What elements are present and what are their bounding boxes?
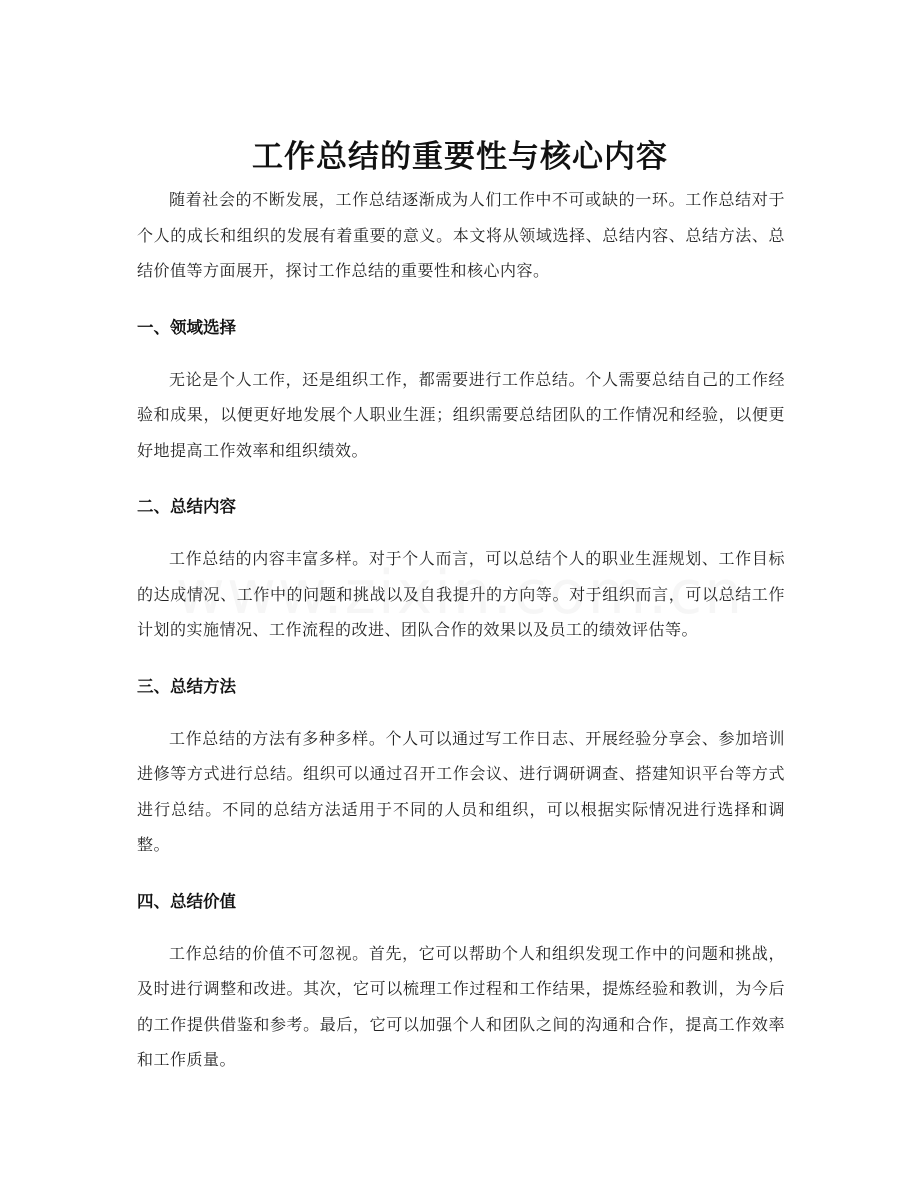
section-paragraph: 工作总结的内容丰富多样。对于个人而言，可以总结个人的职业生涯规划、工作目标的达成情况、工作中的问题和挑战以及自我提升的方向等。对于组织而言，可以总结工作计划的实施情况、工作流程的改进、团队合作的效果以及员工的绩效评估等。 (137, 549, 785, 639)
section-heading: 四、总结价值 (137, 891, 236, 911)
section-domain-selection (137, 316, 785, 496)
section-paragraph: 工作总结的价值不可忽视。首先，它可以帮助个人和组织发现工作中的问题和挑战，及时进行调整和改进。其次，它可以梳理工作过程和工作结果，提炼经验和教训，为今后的工作提供借鉴和参考。最后，它可以加强个人和团队之间的沟通和合作，提高工作效率和工作质量。 (137, 943, 785, 1069)
document-body (137, 182, 785, 1078)
section-summary-value (137, 890, 785, 1078)
section-paragraph: 工作总结的方法有多种多样。个人可以通过写工作日志、开展经验分享会、参加培训进修等方式进行总结。组织可以通过召开工作会议、进行调研调查、搭建知识平台等方式进行总结。不同的总结方法适用于不同的人员和组织，可以根据实际情况进行选择和调整。 (137, 728, 785, 854)
section-summary-methods (137, 675, 785, 890)
section-heading: 二、总结内容 (137, 497, 236, 516)
section-summary-content (137, 495, 785, 675)
section-heading: 三、总结方法 (137, 676, 236, 696)
intro-paragraph: 随着社会的不断发展，工作总结逐渐成为人们工作中不可或缺的一环。工作总结对于个人的成长和组织的发展有着重要的意义。本文将从领域选择、总结内容、总结方法、总结价值等方面展开，探讨工作总结的重要性和核心内容。 (137, 190, 785, 280)
section-heading: 一、领域选择 (137, 317, 236, 337)
document-title: 工作总结的重要性与核心内容 (252, 138, 668, 175)
section-paragraph: 无论是个人工作，还是组织工作，都需要进行工作总结。个人需要总结自己的工作经验和成果，以便更好地发展个人职业生涯；组织需要总结团队的工作情况和经验，以便更好地提高工作效率和组织绩效。 (137, 369, 785, 460)
